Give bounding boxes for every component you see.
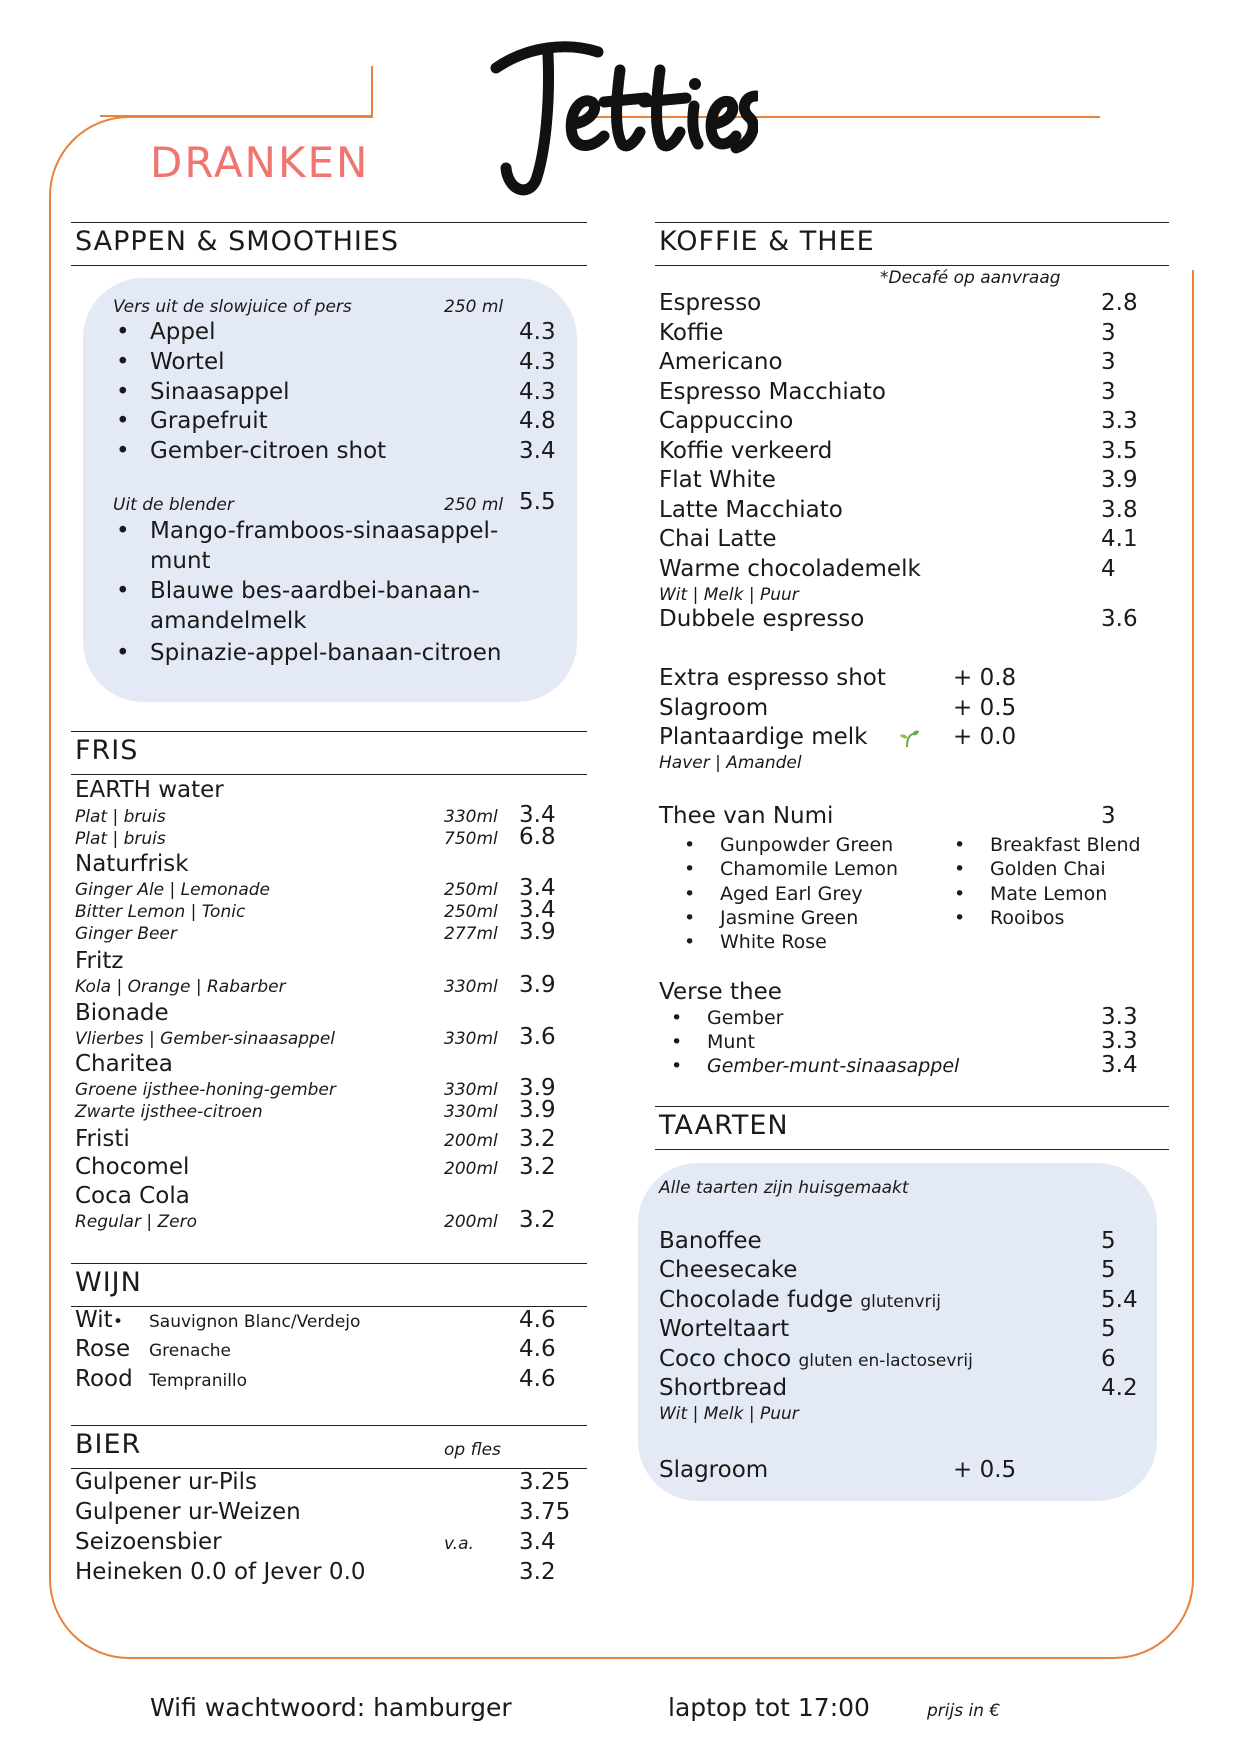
- coffee-item: Chai Latte: [659, 526, 777, 552]
- fris-volume: 330ml: [444, 977, 498, 997]
- fris-sub: Ginger Ale | Lemonade: [75, 880, 270, 900]
- smoothie-item: • Mango-framboos-sinaasappel-: [150, 518, 498, 544]
- cake-item: Banoffee: [659, 1228, 762, 1254]
- fris-volume: 250ml: [444, 902, 498, 922]
- numi-tea: • Gunpowder Green: [720, 834, 893, 856]
- bier-note: op fles: [444, 1440, 501, 1460]
- cake-price: 5.4: [1101, 1287, 1138, 1313]
- cake-item: Coco choco gluten en-lactosevrij: [659, 1346, 973, 1372]
- fris-sub: Vlierbes | Gember-sinaasappel: [75, 1029, 336, 1049]
- extra-price: + 0.8: [953, 665, 1017, 691]
- juice-volume: 250 ml: [444, 297, 504, 317]
- coffee-price: 3: [1101, 379, 1116, 405]
- fris-volume: 330ml: [444, 807, 498, 827]
- fris-sub: Bitter Lemon | Tonic: [75, 902, 246, 922]
- coffee-item: Warme chocolademelk: [659, 556, 921, 582]
- juice-note: Vers uit de slowjuice of pers: [113, 297, 352, 317]
- wifi-password: Wifi wachtwoord: hamburger: [150, 1693, 512, 1722]
- fris-price: 3.4: [519, 802, 556, 828]
- wine-price: 4.6: [519, 1336, 556, 1362]
- fris-price: 3.9: [519, 972, 556, 998]
- smoothie-item: • Blauwe bes-aardbei-banaan-: [150, 578, 480, 604]
- fris-item: Fritz: [75, 948, 124, 974]
- section-title-wijn: WIJN: [71, 1263, 587, 1307]
- extra-item: Plantaardige melk: [659, 724, 868, 750]
- coffee-item: Koffie: [659, 320, 724, 346]
- fris-sub: Plat | bruis: [75, 829, 166, 849]
- juice-item: • Wortel: [150, 349, 224, 375]
- coffee-price: 4: [1101, 556, 1116, 582]
- fris-price: 3.9: [519, 1075, 556, 1101]
- numi-tea: • Golden Chai: [990, 858, 1106, 880]
- juice-price: 4.3: [519, 349, 556, 375]
- coffee-price: 4.1: [1101, 526, 1138, 552]
- coffee-item: Latte Macchiato: [659, 497, 843, 523]
- coffee-price: 3: [1101, 349, 1116, 375]
- sprout-icon: [898, 727, 920, 749]
- fris-volume: 200ml: [444, 1159, 498, 1179]
- fris-price: 3.2: [519, 1207, 556, 1233]
- cake-price: 4.2: [1101, 1375, 1138, 1401]
- coffee-price: 3.3: [1101, 408, 1138, 434]
- smoothie-item: • Spinazie-appel-banaan-citroen: [150, 640, 501, 666]
- beer-prefix: v.a.: [444, 1534, 474, 1554]
- cake-item: Chocolade fudge glutenvrij: [659, 1287, 941, 1313]
- coffee-price: 3.9: [1101, 467, 1138, 493]
- beer-item: Heineken 0.0 of Jever 0.0: [75, 1559, 366, 1585]
- verse-price: 3.3: [1101, 1028, 1138, 1054]
- blender-price: 5.5: [519, 489, 556, 515]
- fris-price: 3.6: [519, 1024, 556, 1050]
- wine-item: Wit: [75, 1307, 113, 1333]
- beer-item: Gulpener ur-Pils: [75, 1469, 258, 1495]
- fris-volume: 200ml: [444, 1131, 498, 1151]
- fris-price: 3.9: [519, 1097, 556, 1123]
- numi-title: Thee van Numi: [659, 803, 834, 829]
- extra-item: Extra espresso shot: [659, 665, 886, 691]
- coffee-item: Americano: [659, 349, 783, 375]
- section-title-bier: BIER: [71, 1425, 587, 1469]
- fris-item: Naturfrisk: [75, 851, 189, 877]
- shortbread-sub: Wit | Melk | Puur: [659, 1404, 799, 1424]
- numi-tea: • White Rose: [720, 931, 827, 953]
- plant-sub: Haver | Amandel: [659, 753, 802, 773]
- currency-note: prijs in €: [927, 1701, 1001, 1721]
- numi-tea: • Rooibos: [990, 907, 1064, 929]
- fris-item: Chocomel: [75, 1154, 190, 1180]
- numi-tea: • Aged Earl Grey: [720, 883, 863, 905]
- cake-extra-price: + 0.5: [953, 1457, 1017, 1483]
- fris-volume: 330ml: [444, 1029, 498, 1049]
- wine-item: Rose: [75, 1336, 131, 1362]
- extra-item: Slagroom: [659, 695, 769, 721]
- numi-tea: • Breakfast Blend: [990, 834, 1141, 856]
- fris-sub: Ginger Beer: [75, 924, 177, 944]
- section-title-koffie: KOFFIE & THEE: [655, 222, 1169, 266]
- fris-item: Coca Cola: [75, 1183, 190, 1209]
- fris-volume: 330ml: [444, 1080, 498, 1100]
- cake-item: Shortbread: [659, 1375, 788, 1401]
- beer-price: 3.4: [519, 1529, 556, 1555]
- fris-price: 6.8: [519, 824, 556, 850]
- fris-item: Bionade: [75, 1000, 169, 1026]
- blender-volume: 250 ml: [444, 495, 504, 515]
- fris-price: 3.4: [519, 875, 556, 901]
- numi-price: 3: [1101, 803, 1116, 829]
- coffee-item: Koffie verkeerd: [659, 438, 833, 464]
- beer-price: 3.25: [519, 1469, 571, 1495]
- fris-price: 3.9: [519, 919, 556, 945]
- decaf-note: *Decafé op aanvraag: [880, 268, 1061, 288]
- smoothie-item-cont: munt: [150, 548, 211, 574]
- juice-price: 4.3: [519, 379, 556, 405]
- wine-grape: • Sauvignon Blanc/Verdejo: [149, 1312, 360, 1332]
- fris-sub: Zwarte ijsthee-citroen: [75, 1102, 263, 1122]
- extra-price: + 0.5: [953, 695, 1017, 721]
- cake-item: Cheesecake: [659, 1257, 798, 1283]
- fris-volume: 330ml: [444, 1102, 498, 1122]
- verse-tea: • Gember: [707, 1007, 783, 1029]
- fris-price: 3.2: [519, 1154, 556, 1180]
- frame-top-line: [100, 115, 373, 117]
- numi-tea: • Jasmine Green: [720, 907, 858, 929]
- fris-sub: Groene ijsthee-honing-gember: [75, 1080, 336, 1100]
- juice-price: 4.3: [519, 319, 556, 345]
- cake-extra: Slagroom: [659, 1457, 769, 1483]
- taarten-note: Alle taarten zijn huisgemaakt: [659, 1178, 909, 1198]
- coffee-item: Flat White: [659, 467, 776, 493]
- cake-price: 5: [1101, 1228, 1116, 1254]
- fris-price: 3.2: [519, 1126, 556, 1152]
- jetties-logo: [488, 40, 758, 200]
- fris-volume: 750ml: [444, 829, 498, 849]
- section-title-taarten: TAARTEN: [655, 1106, 1169, 1150]
- coffee-price: 3.8: [1101, 497, 1138, 523]
- cake-price: 6: [1101, 1346, 1116, 1372]
- fris-volume: 277ml: [444, 924, 498, 944]
- juice-price: 3.4: [519, 438, 556, 464]
- choco-sub: Wit | Melk | Puur: [659, 585, 799, 605]
- numi-tea: • Mate Lemon: [990, 883, 1107, 905]
- verse-price: 3.4: [1101, 1052, 1138, 1078]
- fris-item: EARTH water: [75, 777, 224, 803]
- coffee-item: Dubbele espresso: [659, 606, 865, 632]
- fris-volume: 250ml: [444, 880, 498, 900]
- fris-sub: Kola | Orange | Rabarber: [75, 977, 286, 997]
- juice-item: • Gember-citroen shot: [150, 438, 386, 464]
- wine-grape: Grenache: [149, 1341, 232, 1361]
- beer-price: 3.2: [519, 1559, 556, 1585]
- blender-note: Uit de blender: [113, 495, 234, 515]
- coffee-price: 2.8: [1101, 290, 1138, 316]
- verse-price: 3.3: [1101, 1004, 1138, 1030]
- beer-item: Seizoensbier: [75, 1529, 222, 1555]
- fris-sub: Plat | bruis: [75, 807, 166, 827]
- wine-item: Rood: [75, 1366, 133, 1392]
- verse-tea: • Munt: [707, 1031, 755, 1053]
- coffee-price: 3.6: [1101, 606, 1138, 632]
- wine-price: 4.6: [519, 1366, 556, 1392]
- frame-tick: [371, 66, 373, 118]
- cake-price: 5: [1101, 1316, 1116, 1342]
- beer-item: Gulpener ur-Weizen: [75, 1499, 301, 1525]
- beer-price: 3.75: [519, 1499, 571, 1525]
- wine-grape: Tempranillo: [149, 1371, 248, 1391]
- section-title-fris: FRIS: [71, 731, 587, 775]
- smoothie-item-cont: amandelmelk: [150, 608, 307, 634]
- fris-item: Charitea: [75, 1051, 173, 1077]
- coffee-item: Cappuccino: [659, 408, 794, 434]
- section-title-sappen: SAPPEN & SMOOTHIES: [71, 222, 587, 266]
- cake-item: Worteltaart: [659, 1316, 790, 1342]
- verse-tea: • Gember-munt-sinaasappel: [707, 1055, 959, 1077]
- numi-tea: • Chamomile Lemon: [720, 858, 898, 880]
- verse-title: Verse thee: [659, 979, 782, 1005]
- coffee-price: 3.5: [1101, 438, 1138, 464]
- cake-price: 5: [1101, 1257, 1116, 1283]
- juice-item: • Appel: [150, 319, 215, 345]
- coffee-item: Espresso: [659, 290, 762, 316]
- laptop-note: laptop tot 17:00: [668, 1693, 870, 1722]
- fris-sub: Regular | Zero: [75, 1212, 197, 1232]
- wine-price: 4.6: [519, 1307, 556, 1333]
- juice-item: • Grapefruit: [150, 408, 268, 434]
- juice-item: • Sinaasappel: [150, 379, 290, 405]
- fris-volume: 200ml: [444, 1212, 498, 1232]
- fris-price: 3.4: [519, 897, 556, 923]
- juice-price: 4.8: [519, 408, 556, 434]
- fris-item: Fristi: [75, 1126, 130, 1152]
- coffee-item: Espresso Macchiato: [659, 379, 886, 405]
- extra-price: + 0.0: [953, 724, 1017, 750]
- page-title: DRANKEN: [150, 138, 370, 187]
- coffee-price: 3: [1101, 320, 1116, 346]
